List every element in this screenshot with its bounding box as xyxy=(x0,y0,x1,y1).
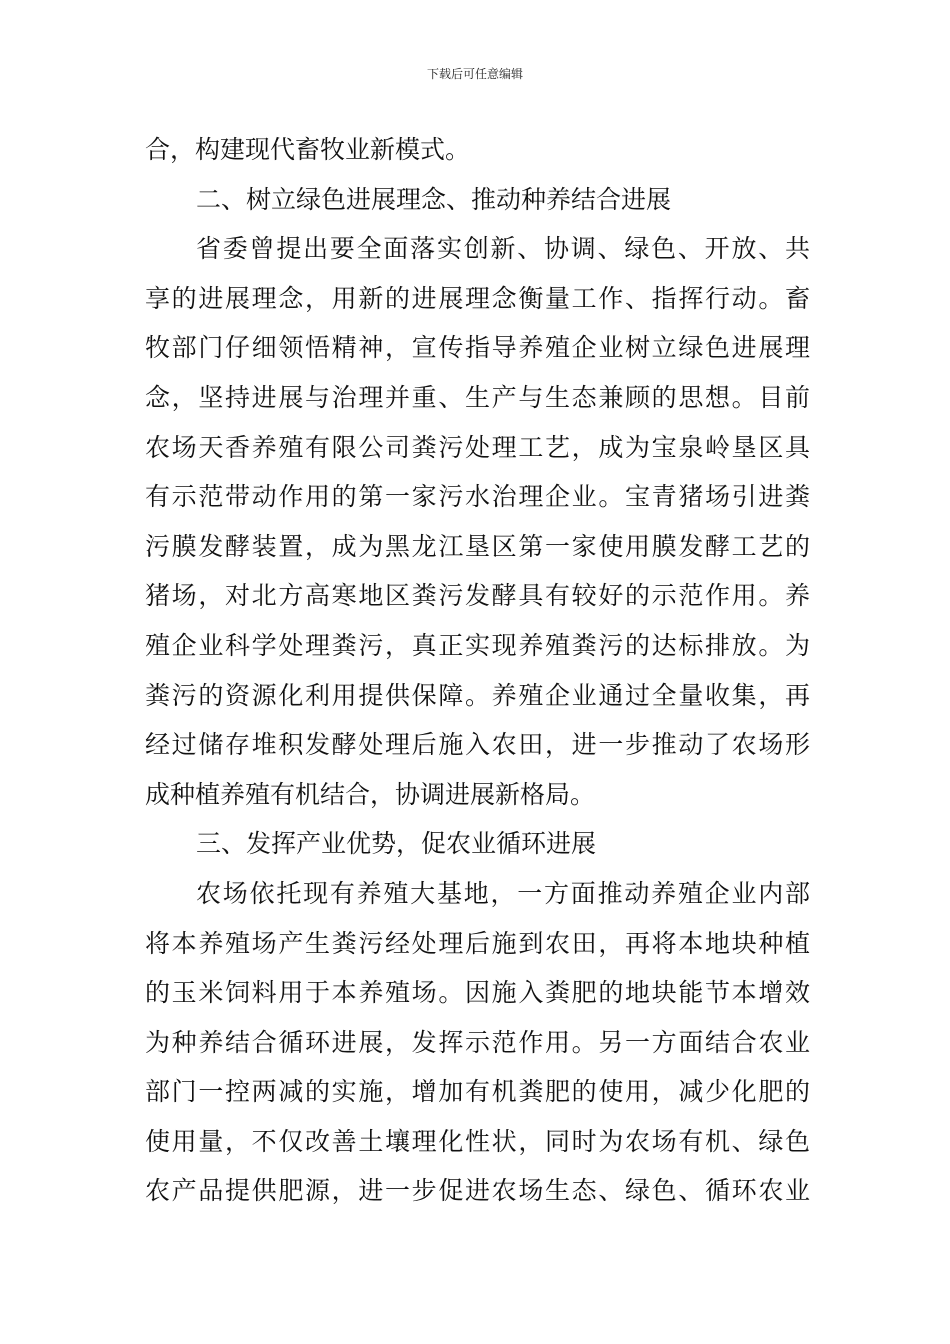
paragraph-line: 农场天香养殖有限公司粪污处理工艺，成为宝泉岭垦区具 xyxy=(145,432,810,462)
paragraph-line: 农产品提供肥源，进一步促进农场生态、绿色、循环农业 xyxy=(145,1176,810,1206)
paragraph-line: 使用量，不仅改善土壤理化性状，同时为农场有机、绿色 xyxy=(145,1126,810,1156)
paragraph-line: 粪污的资源化利用提供保障。养殖企业通过全量收集，再 xyxy=(145,680,810,710)
section-heading: 三、发挥产业优势，促农业循环进展 xyxy=(196,829,597,859)
paragraph-line: 念，坚持进展与治理并重、生产与生态兼顾的思想。目前 xyxy=(145,382,810,412)
paragraph-line: 有示范带动作用的第一家污水治理企业。宝青猪场引进粪 xyxy=(145,482,810,512)
paragraph-line: 的玉米饲料用于本养殖场。因施入粪肥的地块能节本增效 xyxy=(145,978,810,1008)
paragraph-line: 污膜发酵装置，成为黑龙江垦区第一家使用膜发酵工艺的 xyxy=(145,531,810,561)
paragraph-line: 合，构建现代畜牧业新模式。 xyxy=(145,135,471,164)
paragraph-line: 经过储存堆积发酵处理后施入农田，进一步推动了农场形 xyxy=(145,730,810,760)
paragraph-line: 省委曾提出要全面落实创新、协调、绿色、开放、共 xyxy=(196,234,810,264)
body-text xyxy=(145,125,810,1216)
page-header: 下载后可任意编辑 xyxy=(426,67,523,81)
paragraph-line: 部门一控两减的实施，增加有机粪肥的使用，减少化肥的 xyxy=(145,1077,810,1107)
paragraph-line: 农场依托现有养殖大基地，一方面推动养殖企业内部 xyxy=(196,878,810,908)
paragraph-line: 享的进展理念，用新的进展理念衡量工作、指挥行动。畜 xyxy=(145,283,810,313)
paragraph-line: 殖企业科学处理粪污，真正实现养殖粪污的达标排放。为 xyxy=(145,630,810,660)
paragraph-line: 为种养结合循环进展，发挥示范作用。另一方面结合农业 xyxy=(145,1027,810,1057)
paragraph-line: 成种植养殖有机结合，协调进展新格局。 xyxy=(145,779,596,809)
paragraph-line: 将本养殖场产生粪污经处理后施到农田，再将本地块种植 xyxy=(145,928,810,958)
section-heading: 二、树立绿色进展理念、推动种养结合进展 xyxy=(196,184,672,214)
paragraph-line: 牧部门仔细领悟精神，宣传指导养殖企业树立绿色进展理 xyxy=(145,333,810,363)
paragraph-line: 猪场，对北方高寒地区粪污发酵具有较好的示范作用。养 xyxy=(145,581,810,611)
